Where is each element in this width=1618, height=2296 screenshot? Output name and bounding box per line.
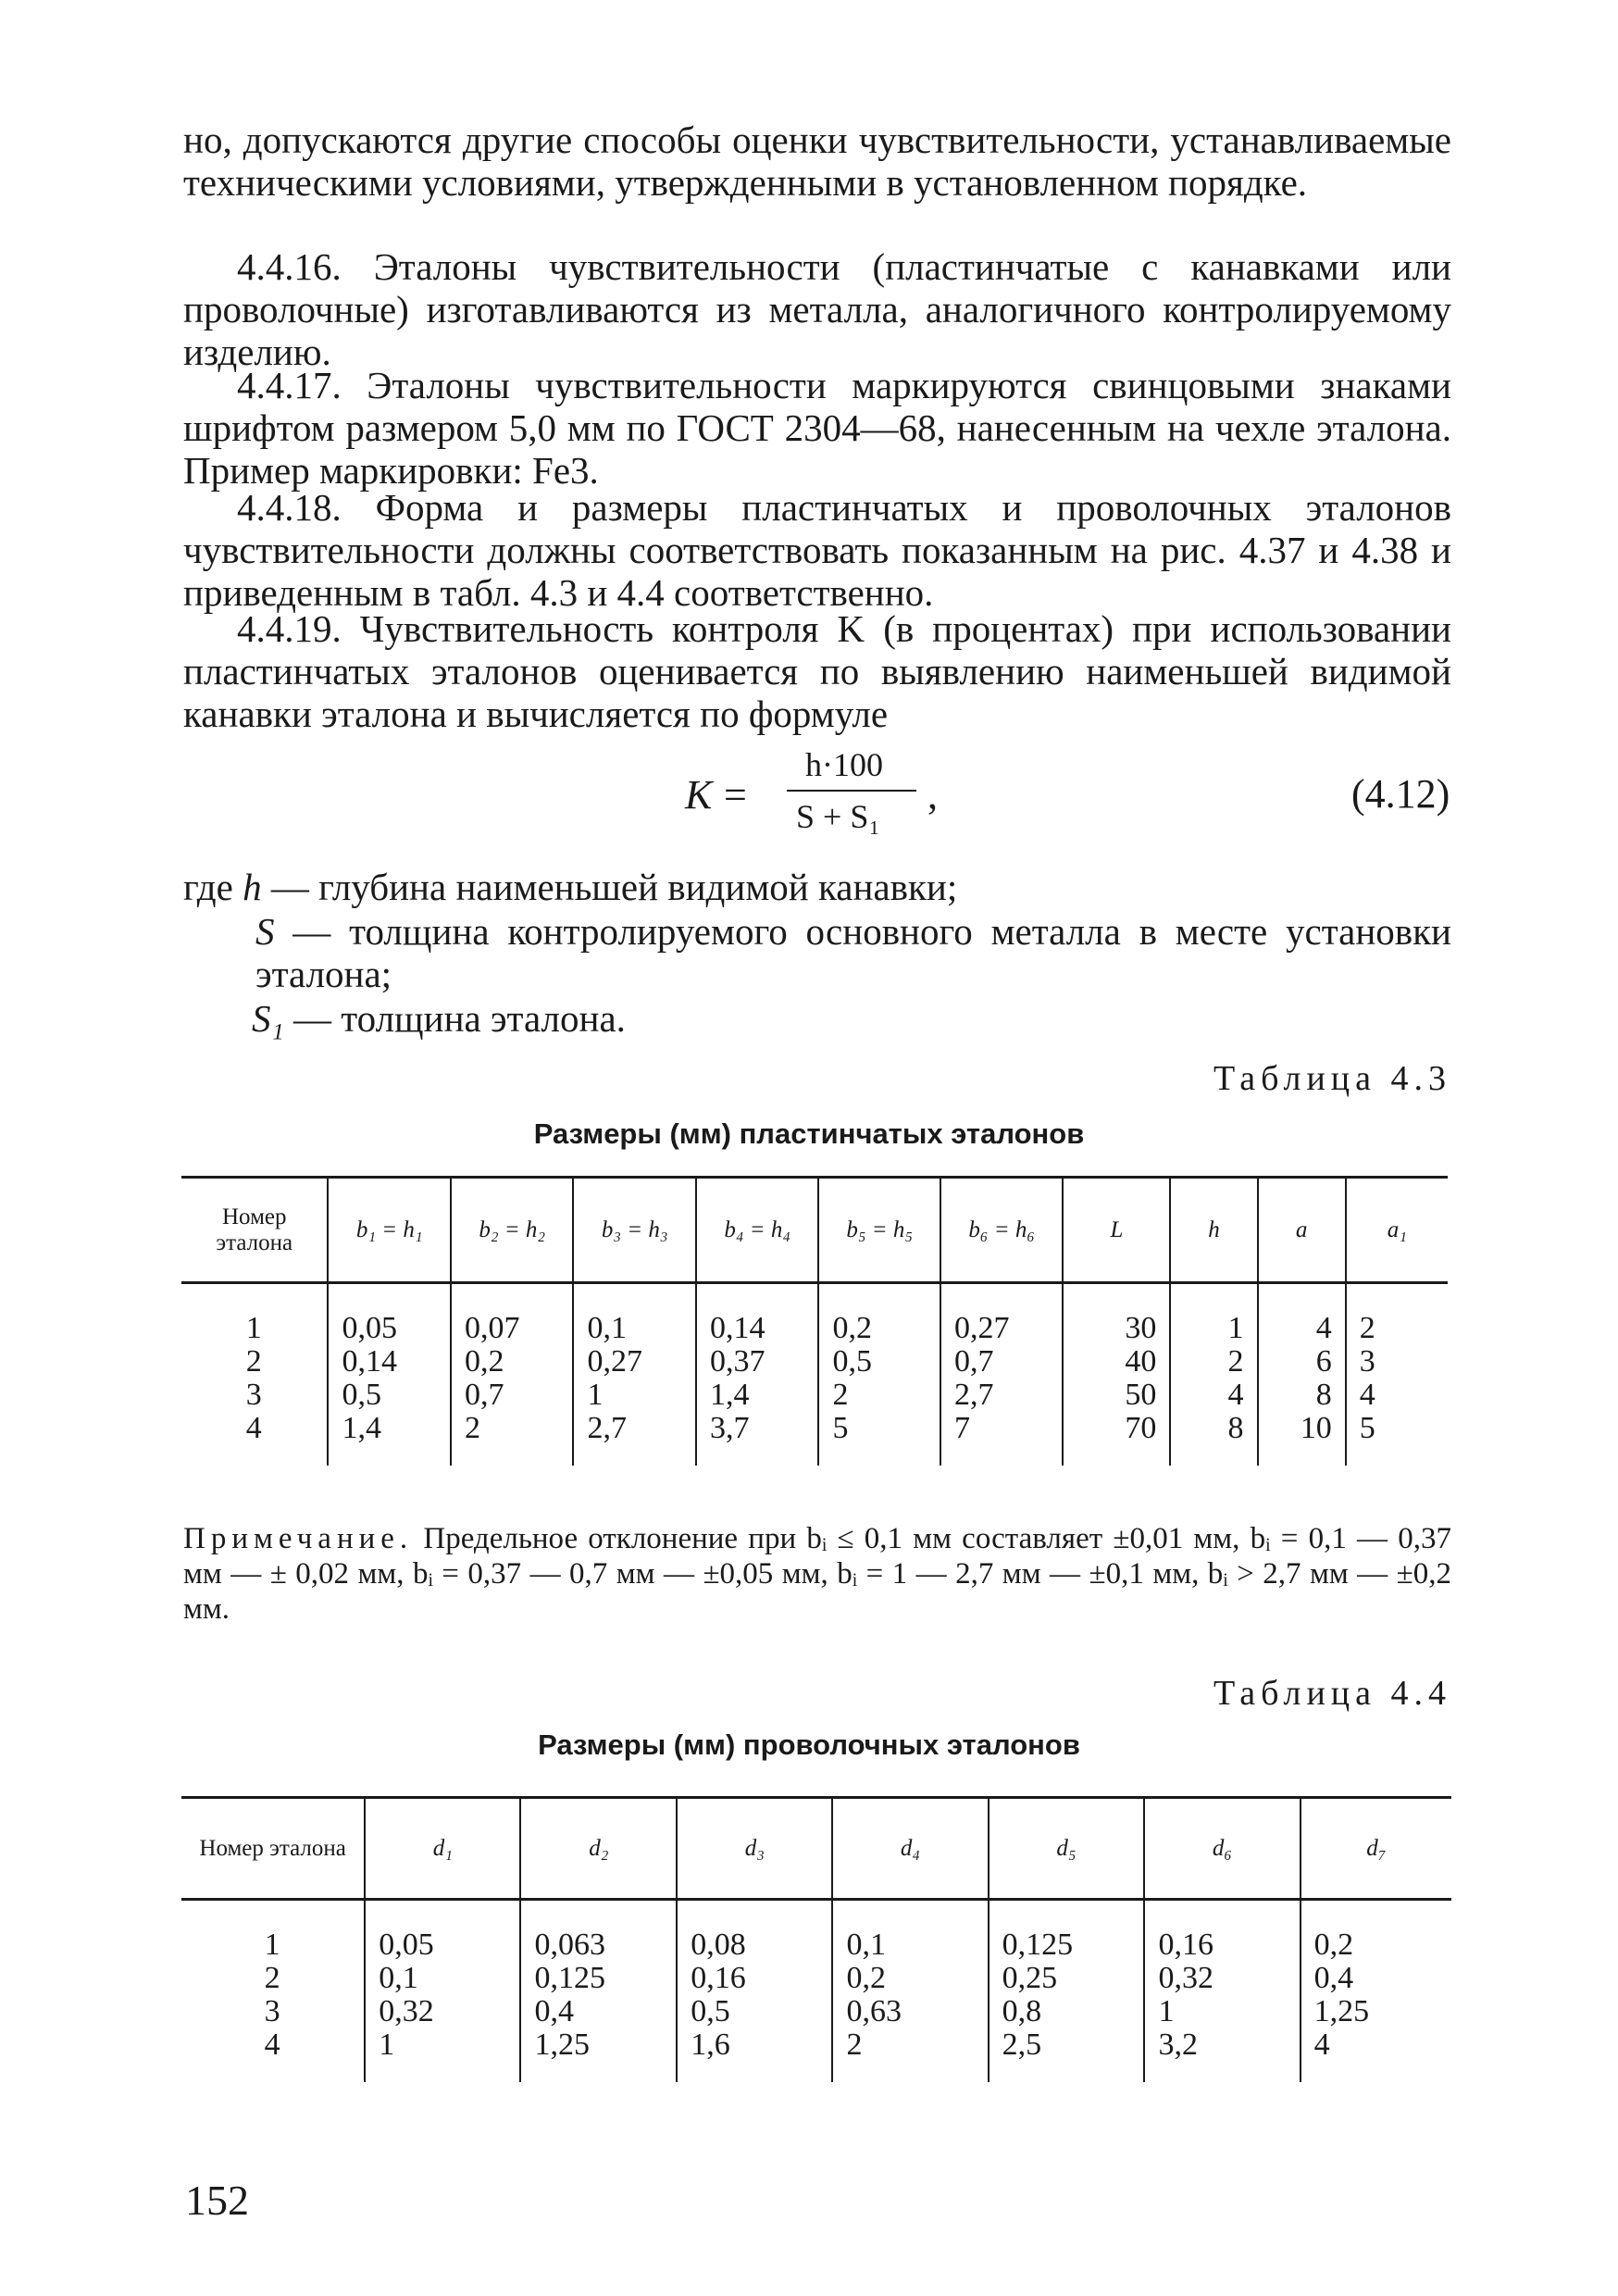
table-cell-value: 2 [1359, 1311, 1375, 1345]
table-cell-value: 2,5 [1002, 2028, 1042, 2062]
column-cell [1346, 1283, 1448, 1466]
column-cell [573, 1283, 696, 1466]
column-cell [181, 1283, 328, 1466]
table-cell-value: 0,7 [464, 1378, 504, 1412]
table-cell-value: 1,25 [534, 2028, 590, 2062]
table-cell-value: 4 [1227, 1378, 1244, 1412]
paragraph-4-4-16: 4.4.16. Эталоны чувствительности (пластинчатые с канавками или проволочные) изготавливаются из металла, аналогичного контролируемому изделию. [183, 245, 1451, 373]
table-cell-value: 0,37 [709, 1344, 765, 1379]
table-cell-value: 0,4 [1313, 1961, 1354, 1995]
formula-numerator: h·100 [805, 746, 883, 783]
equation-number: (4.12) [1351, 771, 1450, 817]
table-cell-value: 0,125 [534, 1961, 605, 1995]
column-header: d₇ [1301, 1798, 1451, 1900]
column-cell [1170, 1283, 1257, 1466]
table-cell-value: 0,1 [379, 1961, 418, 1995]
table-cell-value: 0,14 [342, 1344, 397, 1379]
table-cell-value: 50 [1125, 1378, 1157, 1412]
column-cell [818, 1283, 940, 1466]
column-header: a [1258, 1178, 1346, 1283]
paragraph-4-4-19: 4.4.19. Чувствительность контроля K (в процентах) при использовании пластинчатых эталонов оценивается по выявлению наименьшей видимой канавки эталона и вычисляется по формуле [183, 607, 1451, 735]
table-cell-value: 10 [1300, 1411, 1332, 1445]
table-cell-value: 3 [264, 1994, 280, 2028]
table-cell-value: 8 [1315, 1378, 1332, 1412]
column-cell [1258, 1283, 1346, 1466]
column-header: b₃ = h₃ [573, 1178, 696, 1283]
table-cell-value: 7 [953, 1411, 970, 1445]
table-cell-value: 0,125 [1002, 1928, 1074, 1962]
table-cell-value: 0,16 [1158, 1928, 1214, 1962]
table-cell-value: 8 [1227, 1411, 1244, 1445]
table-cell-value: 2 [264, 1961, 280, 1995]
table-cell-value: 2 [245, 1344, 262, 1379]
table-cell-value: 0,32 [1158, 1961, 1214, 1995]
where-text: — толщина контролируемого основного металла в месте установки эталона; [255, 910, 1451, 995]
table-cell-value: 4 [1359, 1378, 1375, 1412]
table-cell-value: 1 [245, 1311, 262, 1345]
table-4-3-note [183, 1521, 1451, 1627]
table-4-4-label: Таблица 4.4 [1213, 1674, 1451, 1713]
paragraph-4-4-17: 4.4.17. Эталоны чувствительности маркируются свинцовыми знаками шрифтом размером 5,0 мм по ГОСТ 2304—68, нанесенным на чехле эталона. Пример маркировки: Fe3. [183, 364, 1451, 492]
table-4-4 [181, 1796, 1451, 2082]
table-cell-value: 3 [1359, 1344, 1375, 1379]
column-header: d₆ [1144, 1798, 1300, 1900]
table-cell-value: 6 [1315, 1344, 1332, 1379]
table-cell-value: 70 [1125, 1411, 1157, 1445]
where-item-h [183, 866, 957, 908]
where-item-s [255, 910, 1451, 995]
table-cell-value: 0,08 [691, 1928, 746, 1962]
table-cell-value: 3 [245, 1378, 262, 1412]
table-cell-value: 1,4 [709, 1378, 750, 1412]
table-cell-value: 0,5 [832, 1344, 872, 1379]
formula-4-12 [685, 745, 990, 838]
table-cell-value: 5 [1359, 1411, 1375, 1445]
table-4-3 [181, 1176, 1448, 1466]
column-cell [1144, 1900, 1300, 2083]
table-4-3-label: Таблица 4.3 [1213, 1059, 1451, 1098]
table-cell-value: 4 [245, 1411, 262, 1445]
column-cell [1063, 1283, 1170, 1466]
page-number: 152 [185, 2177, 249, 2224]
column-header: d₃ [677, 1798, 832, 1900]
column-header: b₅ = h₅ [818, 1178, 940, 1283]
table-cell-value: 0,14 [709, 1311, 765, 1345]
formula-comma: , [927, 772, 938, 817]
column-cell [520, 1900, 677, 2083]
table-cell-value: 1,25 [1313, 1994, 1370, 2028]
table-cell-value: 40 [1125, 1344, 1157, 1379]
note-label: Примечание. [183, 1522, 414, 1555]
column-cell [989, 1900, 1145, 2083]
table-cell-value: 1 [379, 2028, 395, 2062]
table-cell-value: 1 [1227, 1311, 1244, 1345]
note-text: Предельное отклонение при bᵢ ≤ 0,1 мм составляет ±0,01 мм, bᵢ = 0,1 — 0,37 мм — ± 0,02 мм, bᵢ = 0,37 — 0,7 мм — ±0,05 мм, bᵢ = 1 — 2,7 мм — ±0,1 мм, bᵢ > 2,7 мм — ±0,2 мм. [183, 1522, 1451, 1626]
paragraph-continuation: но, допускаются другие способы оценки чувствительности, устанавливаемые техническими условиями, утвержденными в установленном порядке. [183, 119, 1451, 204]
table-cell-value: 0,5 [691, 1994, 730, 2028]
table-cell-value: 4 [1313, 2028, 1330, 2062]
table-cell-value: 0,1 [846, 1928, 886, 1962]
table-cell-value: 1,6 [691, 2028, 730, 2062]
paragraph-4-4-18: 4.4.18. Форма и размеры пластинчатых и проволочных эталонов чувствительности должны соответствовать показанным на рис. 4.37 и 4.38 и приведенным в табл. 4.3 и 4.4 соответственно. [183, 486, 1451, 614]
column-header: a₁ [1346, 1178, 1448, 1283]
column-header: d₂ [520, 1798, 677, 1900]
formula-equals: = [724, 772, 747, 817]
table-cell-value: 0,05 [342, 1311, 397, 1345]
table-cell-value: 1 [264, 1928, 280, 1962]
table-cell-value: 2 [832, 1378, 849, 1412]
table-cell-value: 0,32 [379, 1994, 434, 2028]
formula-denominator: S + S₁ [796, 798, 880, 835]
table-cell-value: 0,63 [846, 1994, 902, 2028]
table-cell-value: 0,2 [1313, 1928, 1354, 1962]
where-lead: где [183, 866, 233, 908]
table-cell-value: 0,05 [379, 1928, 434, 1962]
where-item-s1 [252, 997, 626, 1040]
formula-lhs: K [685, 772, 713, 817]
column-cell [677, 1900, 832, 2083]
column-header: b₂ = h₂ [451, 1178, 574, 1283]
column-header: b₁ = h₁ [328, 1178, 451, 1283]
where-symbol: S₁ [252, 997, 284, 1040]
table-cell-value: 0,07 [464, 1311, 520, 1345]
column-cell [181, 1900, 365, 2083]
table-cell-value: 3,2 [1158, 2028, 1198, 2062]
column-cell [696, 1283, 819, 1466]
where-symbol: h [243, 866, 262, 908]
table-cell-value: 0,16 [691, 1961, 746, 1995]
table-cell-value: 0,5 [342, 1378, 381, 1412]
table-cell-value: 0,1 [587, 1311, 627, 1345]
column-header: b₄ = h₄ [696, 1178, 819, 1283]
table-cell-value: 0,7 [953, 1344, 994, 1379]
where-text: — глубина наименьшей видимой канавки; [270, 866, 958, 908]
column-cell [832, 1900, 988, 2083]
column-header: h [1170, 1178, 1257, 1283]
column-cell [940, 1283, 1064, 1466]
table-cell-value: 2,7 [953, 1378, 994, 1412]
column-cell [365, 1900, 520, 2083]
table-cell-value: 1 [1158, 1994, 1175, 2028]
column-cell [1301, 1900, 1451, 2083]
table-cell-value: 0,27 [953, 1311, 1010, 1345]
column-cell [328, 1283, 451, 1466]
table-4-3-title: Размеры (мм) пластинчатых эталонов [533, 1117, 1085, 1150]
table-cell-value: 2 [464, 1411, 480, 1445]
table-cell-value: 0,4 [534, 1994, 574, 2028]
table-cell-value: 3,7 [709, 1411, 750, 1445]
where-symbol: S [255, 910, 275, 953]
table-cell-value: 4 [1315, 1311, 1332, 1345]
table-cell-value: 2 [846, 2028, 863, 2062]
column-header: d₄ [832, 1798, 988, 1900]
column-header: d₅ [989, 1798, 1145, 1900]
where-text: — толщина эталона. [293, 997, 626, 1040]
table-cell-value: 0,27 [587, 1344, 642, 1379]
table-cell-value: 1 [587, 1378, 604, 1412]
table-cell-value: 0,25 [1002, 1961, 1058, 1995]
table-cell-value: 2,7 [587, 1411, 627, 1445]
table-cell-value: 4 [264, 2028, 280, 2062]
table-4-4-title: Размеры (мм) проволочных эталонов [538, 1728, 1080, 1761]
column-header: Номер эталона [181, 1798, 365, 1900]
column-cell [451, 1283, 574, 1466]
table-cell-value: 5 [832, 1411, 849, 1445]
table-cell-value: 0,063 [534, 1928, 605, 1962]
column-header: d₁ [365, 1798, 520, 1900]
table-cell-value: 30 [1125, 1311, 1157, 1345]
table-cell-value: 0,2 [846, 1961, 886, 1995]
column-header: L [1063, 1178, 1170, 1283]
table-cell-value: 1,4 [342, 1411, 381, 1445]
column-header: b₆ = h₆ [940, 1178, 1064, 1283]
fraction-bar [787, 790, 916, 792]
table-cell-value: 0,2 [464, 1344, 504, 1379]
table-cell-value: 0,8 [1002, 1994, 1042, 2028]
table-cell-value: 2 [1227, 1344, 1244, 1379]
column-header: Номер эталона [181, 1178, 328, 1283]
table-cell-value: 0,2 [832, 1311, 872, 1345]
